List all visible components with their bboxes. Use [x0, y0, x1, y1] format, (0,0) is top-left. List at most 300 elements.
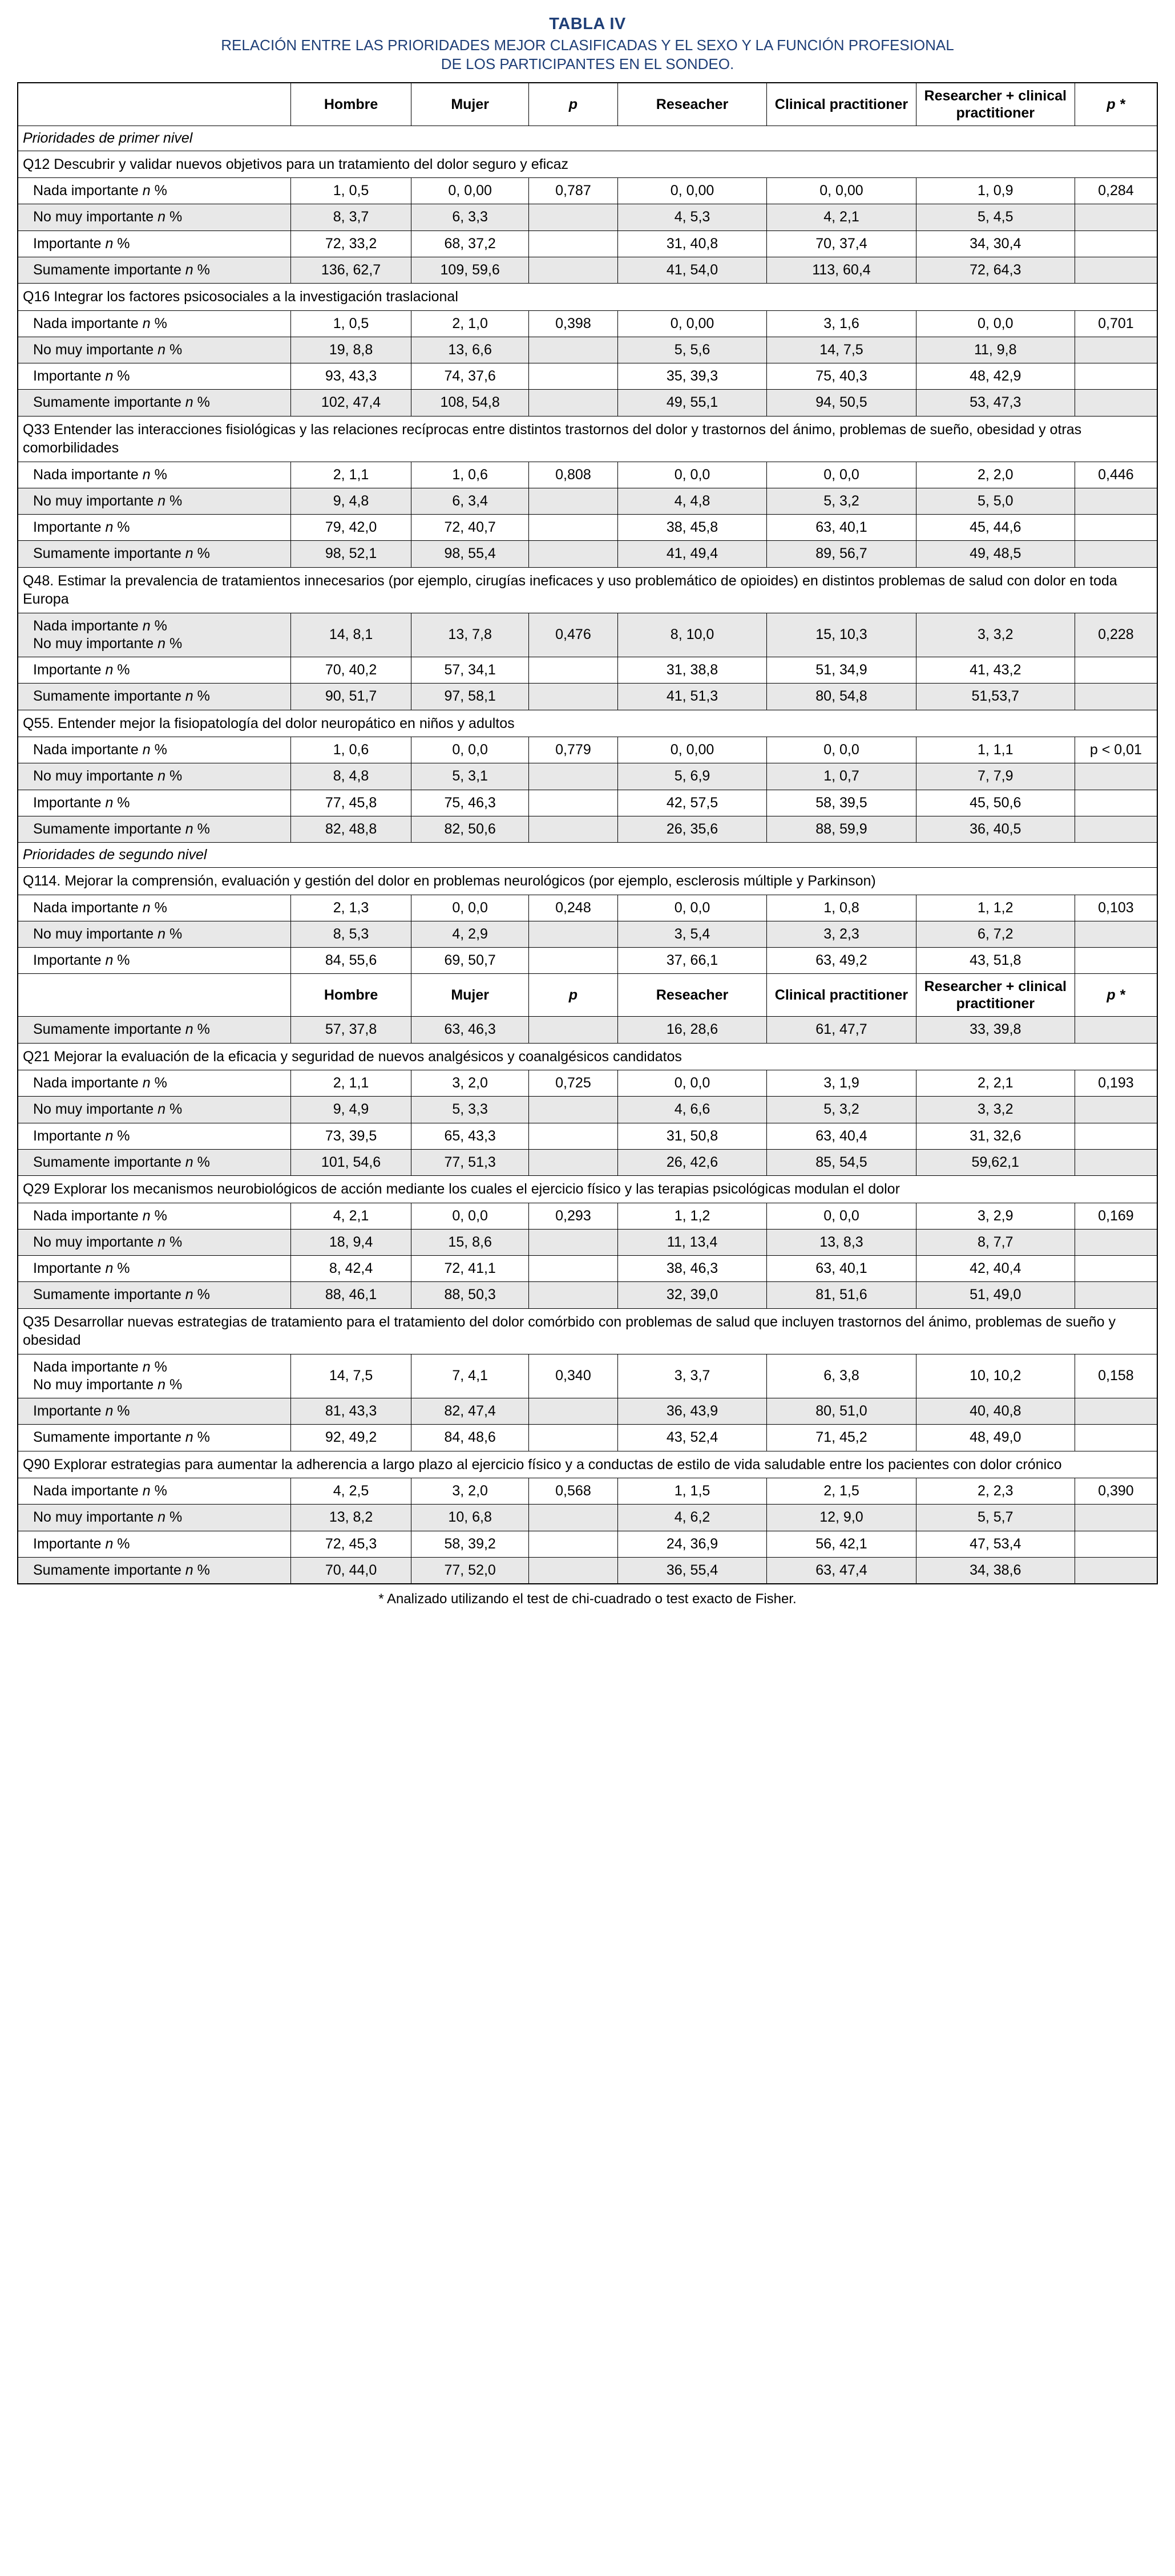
table-row	[18, 1505, 1157, 1531]
cell-2	[529, 515, 618, 541]
cell-1: 6, 3,4	[411, 488, 529, 514]
row-label: Importante n %	[18, 230, 290, 257]
row-label: No muy importante n %	[18, 204, 290, 230]
cell-1: 108, 54,8	[411, 390, 529, 416]
cell-6: 0,193	[1075, 1070, 1157, 1097]
cell-0: 79, 42,0	[290, 515, 411, 541]
cell-4: 15, 10,3	[767, 613, 916, 657]
question-text: Q12 Descubrir y validar nuevos objetivos para un tratamiento del dolor seguro y eficaz	[18, 151, 1157, 178]
cell-4: 5, 3,2	[767, 488, 916, 514]
cell-2: 0,293	[529, 1203, 618, 1229]
table-row	[18, 310, 1157, 337]
cell-5: 1, 0,9	[916, 178, 1075, 204]
table-row	[18, 1123, 1157, 1149]
cell-5: 5, 5,0	[916, 488, 1075, 514]
table-title-block	[17, 15, 1158, 74]
row-label: Sumamente importante n %	[18, 1425, 290, 1451]
cell-5: 33, 39,8	[916, 1017, 1075, 1043]
cell-4: 0, 0,00	[767, 178, 916, 204]
cell-2: 0,725	[529, 1070, 618, 1097]
cell-3: 11, 13,4	[617, 1229, 766, 1255]
cell-3: 36, 43,9	[617, 1398, 766, 1425]
row-label: No muy importante n %	[18, 488, 290, 514]
cell-1: 109, 59,6	[411, 257, 529, 283]
cell-5: 72, 64,3	[916, 257, 1075, 283]
cell-0: 102, 47,4	[290, 390, 411, 416]
cell-0: 8, 3,7	[290, 204, 411, 230]
cell-3: 5, 5,6	[617, 337, 766, 363]
cell-1: 0, 0,0	[411, 895, 529, 921]
cell-0: 14, 7,5	[290, 1354, 411, 1398]
cell-4: 1, 0,8	[767, 895, 916, 921]
column-header-2: Mujer	[411, 974, 529, 1017]
question-text: Q29 Explorar los mecanismos neurobiológicos de acción mediante los cuales el ejercicio físico y las terapias psicológicas modulan el dolor	[18, 1176, 1157, 1203]
cell-3: 3, 3,7	[617, 1354, 766, 1398]
cell-6	[1075, 948, 1157, 974]
question-text: Q16 Integrar los factores psicosociales a la investigación traslacional	[18, 284, 1157, 311]
cell-3: 31, 38,8	[617, 657, 766, 684]
table-header-row	[18, 974, 1157, 1017]
cell-5: 53, 47,3	[916, 390, 1075, 416]
cell-1: 3, 2,0	[411, 1070, 529, 1097]
cell-6	[1075, 230, 1157, 257]
cell-4: 71, 45,2	[767, 1425, 916, 1451]
column-header-7: p *	[1075, 974, 1157, 1017]
cell-5: 51,53,7	[916, 684, 1075, 710]
cell-2	[529, 763, 618, 790]
question-row	[18, 710, 1157, 737]
cell-2	[529, 1282, 618, 1308]
cell-3: 31, 50,8	[617, 1123, 766, 1149]
cell-4: 51, 34,9	[767, 657, 916, 684]
row-label: Nada importante n %	[18, 1478, 290, 1505]
cell-2	[529, 1531, 618, 1557]
cell-0: 8, 5,3	[290, 921, 411, 947]
cell-6	[1075, 1017, 1157, 1043]
cell-5: 8, 7,7	[916, 1229, 1075, 1255]
table-row	[18, 816, 1157, 842]
cell-4: 70, 37,4	[767, 230, 916, 257]
cell-5: 48, 49,0	[916, 1425, 1075, 1451]
cell-1: 72, 40,7	[411, 515, 529, 541]
cell-4: 0, 0,0	[767, 462, 916, 488]
cell-6: 0,284	[1075, 178, 1157, 204]
cell-1: 0, 0,0	[411, 1203, 529, 1229]
cell-0: 70, 44,0	[290, 1557, 411, 1584]
cell-0: 14, 8,1	[290, 613, 411, 657]
row-label: Sumamente importante n %	[18, 1557, 290, 1584]
cell-4: 0, 0,0	[767, 737, 916, 763]
cell-4: 80, 51,0	[767, 1398, 916, 1425]
cell-0: 2, 1,1	[290, 462, 411, 488]
question-text: Q21 Mejorar la evaluación de la eficacia y seguridad de nuevos analgésicos y coanalgésicos candidatos	[18, 1043, 1157, 1070]
cell-0: 9, 4,8	[290, 488, 411, 514]
question-text: Q114. Mejorar la comprensión, evaluación y gestión del dolor en problemas neurológicos (por ejemplo, esclerosis múltiple y Parkinson)	[18, 868, 1157, 895]
cell-0: 101, 54,6	[290, 1149, 411, 1175]
cell-5: 41, 43,2	[916, 657, 1075, 684]
cell-0: 82, 48,8	[290, 816, 411, 842]
cell-4: 85, 54,5	[767, 1149, 916, 1175]
cell-2	[529, 684, 618, 710]
table-row	[18, 1425, 1157, 1451]
cell-2	[529, 1017, 618, 1043]
column-header-7: p *	[1075, 83, 1157, 126]
cell-6	[1075, 1123, 1157, 1149]
table-row	[18, 1070, 1157, 1097]
cell-4: 63, 47,4	[767, 1557, 916, 1584]
cell-4: 3, 2,3	[767, 921, 916, 947]
cell-5: 5, 4,5	[916, 204, 1075, 230]
cell-2: 0,398	[529, 310, 618, 337]
cell-6	[1075, 1097, 1157, 1123]
table-row	[18, 515, 1157, 541]
cell-6	[1075, 1505, 1157, 1531]
cell-1: 65, 43,3	[411, 1123, 529, 1149]
row-label: No muy importante n %	[18, 337, 290, 363]
cell-4: 75, 40,3	[767, 363, 916, 390]
cell-6	[1075, 1425, 1157, 1451]
row-label: Importante n %	[18, 948, 290, 974]
cell-4: 2, 1,5	[767, 1478, 916, 1505]
question-row	[18, 1308, 1157, 1354]
cell-3: 41, 49,4	[617, 541, 766, 567]
cell-5: 43, 51,8	[916, 948, 1075, 974]
cell-0: 136, 62,7	[290, 257, 411, 283]
cell-5: 2, 2,1	[916, 1070, 1075, 1097]
cell-2	[529, 1229, 618, 1255]
cell-2	[529, 1505, 618, 1531]
cell-3: 4, 4,8	[617, 488, 766, 514]
column-header-4: Reseacher	[617, 974, 766, 1017]
table-row	[18, 1017, 1157, 1043]
cell-4: 12, 9,0	[767, 1505, 916, 1531]
row-label: Nada importante n % No muy importante n %	[18, 613, 290, 657]
cell-1: 15, 8,6	[411, 1229, 529, 1255]
cell-0: 77, 45,8	[290, 790, 411, 816]
cell-0: 8, 42,4	[290, 1256, 411, 1282]
table-row	[18, 921, 1157, 947]
cell-3: 38, 46,3	[617, 1256, 766, 1282]
cell-4: 0, 0,0	[767, 1203, 916, 1229]
question-row	[18, 1176, 1157, 1203]
cell-4: 13, 8,3	[767, 1229, 916, 1255]
cell-3: 26, 42,6	[617, 1149, 766, 1175]
cell-0: 4, 2,5	[290, 1478, 411, 1505]
cell-1: 4, 2,9	[411, 921, 529, 947]
cell-6	[1075, 1149, 1157, 1175]
row-label: No muy importante n %	[18, 1505, 290, 1531]
column-header-3: p	[529, 83, 618, 126]
cell-4: 56, 42,1	[767, 1531, 916, 1557]
row-label: No muy importante n %	[18, 1097, 290, 1123]
cell-3: 24, 36,9	[617, 1531, 766, 1557]
table-row	[18, 895, 1157, 921]
table-row	[18, 1229, 1157, 1255]
column-header-3: p	[529, 974, 618, 1017]
cell-6: p < 0,01	[1075, 737, 1157, 763]
cell-0: 8, 4,8	[290, 763, 411, 790]
cell-3: 4, 5,3	[617, 204, 766, 230]
cell-6	[1075, 337, 1157, 363]
cell-0: 9, 4,9	[290, 1097, 411, 1123]
table-row	[18, 1203, 1157, 1229]
cell-1: 69, 50,7	[411, 948, 529, 974]
cell-4: 89, 56,7	[767, 541, 916, 567]
cell-1: 5, 3,3	[411, 1097, 529, 1123]
table-row	[18, 1149, 1157, 1175]
cell-6: 0,446	[1075, 462, 1157, 488]
row-label: Importante n %	[18, 363, 290, 390]
cell-2: 0,779	[529, 737, 618, 763]
row-label: Nada importante n %	[18, 178, 290, 204]
cell-6	[1075, 657, 1157, 684]
cell-1: 75, 46,3	[411, 790, 529, 816]
cell-2	[529, 1398, 618, 1425]
cell-2	[529, 230, 618, 257]
cell-6	[1075, 1531, 1157, 1557]
cell-1: 58, 39,2	[411, 1531, 529, 1557]
cell-6	[1075, 1256, 1157, 1282]
cell-4: 14, 7,5	[767, 337, 916, 363]
cell-6: 0,701	[1075, 310, 1157, 337]
results-table	[17, 82, 1158, 1585]
cell-0: 19, 8,8	[290, 337, 411, 363]
cell-1: 10, 6,8	[411, 1505, 529, 1531]
cell-6: 0,103	[1075, 895, 1157, 921]
question-text: Q33 Entender las interacciones fisiológicas y las relaciones recíprocas entre distintos trastornos del dolor y trastornos del ánimo, problemas de sueño, obesidad y otras comorbilidades	[18, 416, 1157, 462]
cell-3: 0, 0,00	[617, 737, 766, 763]
cell-2	[529, 488, 618, 514]
cell-3: 41, 51,3	[617, 684, 766, 710]
cell-2	[529, 363, 618, 390]
cell-1: 74, 37,6	[411, 363, 529, 390]
cell-0: 93, 43,3	[290, 363, 411, 390]
cell-1: 63, 46,3	[411, 1017, 529, 1043]
cell-1: 98, 55,4	[411, 541, 529, 567]
cell-0: 4, 2,1	[290, 1203, 411, 1229]
table-row	[18, 337, 1157, 363]
table-row	[18, 1398, 1157, 1425]
cell-2	[529, 204, 618, 230]
cell-0: 1, 0,6	[290, 737, 411, 763]
cell-3: 35, 39,3	[617, 363, 766, 390]
cell-5: 49, 48,5	[916, 541, 1075, 567]
column-header-5: Clinical practitioner	[767, 83, 916, 126]
cell-6	[1075, 763, 1157, 790]
question-row	[18, 1451, 1157, 1478]
table-caption-line-2: DE LOS PARTICIPANTES EN EL SONDEO.	[441, 55, 734, 73]
cell-3: 36, 55,4	[617, 1557, 766, 1584]
table-row	[18, 657, 1157, 684]
cell-6	[1075, 257, 1157, 283]
cell-5: 51, 49,0	[916, 1282, 1075, 1308]
row-label: Sumamente importante n %	[18, 1149, 290, 1175]
table-row	[18, 1256, 1157, 1282]
table-header-row	[18, 83, 1157, 126]
cell-3: 37, 66,1	[617, 948, 766, 974]
cell-2	[529, 816, 618, 842]
cell-6	[1075, 1398, 1157, 1425]
row-label: Nada importante n %	[18, 462, 290, 488]
section-label: Prioridades de primer nivel	[18, 126, 1157, 151]
cell-1: 77, 52,0	[411, 1557, 529, 1584]
cell-3: 26, 35,6	[617, 816, 766, 842]
column-header-0	[18, 974, 290, 1017]
question-text: Q48. Estimar la prevalencia de tratamientos innecesarios (por ejemplo, cirugías ineficaces y uso problemático de opioides) en distintos problemas de salud con dolor en toda Europa	[18, 567, 1157, 613]
section-label: Prioridades de segundo nivel	[18, 843, 1157, 868]
cell-3: 4, 6,6	[617, 1097, 766, 1123]
cell-4: 63, 40,4	[767, 1123, 916, 1149]
cell-1: 97, 58,1	[411, 684, 529, 710]
cell-2	[529, 1149, 618, 1175]
row-label: Importante n %	[18, 1123, 290, 1149]
row-label: Importante n %	[18, 790, 290, 816]
cell-0: 1, 0,5	[290, 310, 411, 337]
table-row	[18, 204, 1157, 230]
row-label: Nada importante n %	[18, 895, 290, 921]
column-header-2: Mujer	[411, 83, 529, 126]
cell-1: 57, 34,1	[411, 657, 529, 684]
cell-5: 3, 3,2	[916, 613, 1075, 657]
cell-0: 13, 8,2	[290, 1505, 411, 1531]
cell-6	[1075, 816, 1157, 842]
cell-0: 1, 0,5	[290, 178, 411, 204]
table-footnote: * Analizado utilizando el test de chi-cuadrado o test exacto de Fisher.	[378, 1591, 797, 1607]
cell-6	[1075, 684, 1157, 710]
cell-5: 0, 0,0	[916, 310, 1075, 337]
cell-5: 40, 40,8	[916, 1398, 1075, 1425]
cell-5: 6, 7,2	[916, 921, 1075, 947]
row-label: Sumamente importante n %	[18, 684, 290, 710]
table-row	[18, 363, 1157, 390]
cell-3: 31, 40,8	[617, 230, 766, 257]
cell-4: 1, 0,7	[767, 763, 916, 790]
cell-4: 113, 60,4	[767, 257, 916, 283]
cell-4: 63, 49,2	[767, 948, 916, 974]
cell-6	[1075, 541, 1157, 567]
cell-6	[1075, 488, 1157, 514]
cell-6	[1075, 390, 1157, 416]
cell-2	[529, 541, 618, 567]
cell-3: 1, 1,2	[617, 1203, 766, 1229]
table-number: TABLA IV	[549, 15, 626, 33]
table-row	[18, 1557, 1157, 1584]
cell-5: 2, 2,3	[916, 1478, 1075, 1505]
cell-3: 38, 45,8	[617, 515, 766, 541]
cell-4: 6, 3,8	[767, 1354, 916, 1398]
column-header-1: Hombre	[290, 974, 411, 1017]
table-row	[18, 230, 1157, 257]
cell-5: 47, 53,4	[916, 1531, 1075, 1557]
cell-2	[529, 257, 618, 283]
cell-3: 4, 6,2	[617, 1505, 766, 1531]
cell-4: 63, 40,1	[767, 1256, 916, 1282]
table-row	[18, 790, 1157, 816]
row-label: Sumamente importante n %	[18, 390, 290, 416]
cell-4: 5, 3,2	[767, 1097, 916, 1123]
cell-5: 1, 1,2	[916, 895, 1075, 921]
question-row	[18, 416, 1157, 462]
cell-3: 16, 28,6	[617, 1017, 766, 1043]
row-label: Nada importante n %	[18, 310, 290, 337]
cell-6	[1075, 1229, 1157, 1255]
table-row	[18, 462, 1157, 488]
cell-2	[529, 390, 618, 416]
cell-1: 6, 3,3	[411, 204, 529, 230]
row-label: Sumamente importante n %	[18, 541, 290, 567]
cell-4: 94, 50,5	[767, 390, 916, 416]
question-text: Q55. Entender mejor la fisiopatología del dolor neuropático en niños y adultos	[18, 710, 1157, 737]
table-row	[18, 1478, 1157, 1505]
cell-1: 84, 48,6	[411, 1425, 529, 1451]
cell-5: 10, 10,2	[916, 1354, 1075, 1398]
cell-6: 0,228	[1075, 613, 1157, 657]
table-row	[18, 1097, 1157, 1123]
row-label: Importante n %	[18, 1256, 290, 1282]
cell-5: 3, 3,2	[916, 1097, 1075, 1123]
cell-0: 72, 33,2	[290, 230, 411, 257]
cell-0: 57, 37,8	[290, 1017, 411, 1043]
cell-4: 3, 1,9	[767, 1070, 916, 1097]
table-row	[18, 1354, 1157, 1398]
cell-2	[529, 948, 618, 974]
cell-3: 0, 0,0	[617, 462, 766, 488]
row-label: Importante n %	[18, 1398, 290, 1425]
section-row	[18, 126, 1157, 151]
question-row	[18, 567, 1157, 613]
row-label: Nada importante n % No muy importante n %	[18, 1354, 290, 1398]
cell-3: 8, 10,0	[617, 613, 766, 657]
cell-0: 70, 40,2	[290, 657, 411, 684]
question-text: Q35 Desarrollar nuevas estrategias de tratamiento para el tratamiento del dolor comórbido con problemas de salud que incluyen trastornos del ánimo, problemas de sueño y obesidad	[18, 1308, 1157, 1354]
cell-5: 59,62,1	[916, 1149, 1075, 1175]
table-row	[18, 488, 1157, 514]
table-row	[18, 1282, 1157, 1308]
cell-3: 0, 0,00	[617, 178, 766, 204]
cell-0: 18, 9,4	[290, 1229, 411, 1255]
cell-3: 42, 57,5	[617, 790, 766, 816]
cell-0: 73, 39,5	[290, 1123, 411, 1149]
cell-6	[1075, 921, 1157, 947]
cell-6	[1075, 790, 1157, 816]
cell-6	[1075, 1282, 1157, 1308]
cell-3: 49, 55,1	[617, 390, 766, 416]
column-header-6: Researcher + clinical practitioner	[916, 83, 1075, 126]
cell-2: 0,808	[529, 462, 618, 488]
cell-2	[529, 1425, 618, 1451]
cell-3: 0, 0,00	[617, 310, 766, 337]
question-text: Q90 Explorar estrategias para aumentar la adherencia a largo plazo al ejercicio físico y a conductas de estilo de vida saludable entre los pacientes con dolor crónico	[18, 1451, 1157, 1478]
cell-5: 5, 5,7	[916, 1505, 1075, 1531]
cell-4: 80, 54,8	[767, 684, 916, 710]
row-label: Importante n %	[18, 515, 290, 541]
cell-2: 0,340	[529, 1354, 618, 1398]
cell-4: 61, 47,7	[767, 1017, 916, 1043]
cell-4: 3, 1,6	[767, 310, 916, 337]
cell-2: 0,787	[529, 178, 618, 204]
cell-3: 0, 0,0	[617, 1070, 766, 1097]
cell-2: 0,476	[529, 613, 618, 657]
cell-2	[529, 921, 618, 947]
cell-5: 31, 32,6	[916, 1123, 1075, 1149]
cell-4: 88, 59,9	[767, 816, 916, 842]
table-row	[18, 613, 1157, 657]
cell-2	[529, 1557, 618, 1584]
cell-2: 0,248	[529, 895, 618, 921]
table-caption-line-1: RELACIÓN ENTRE LAS PRIORIDADES MEJOR CLASIFICADAS Y EL SEXO Y LA FUNCIÓN PROFESIONAL	[221, 37, 954, 54]
column-header-0	[18, 83, 290, 126]
cell-1: 5, 3,1	[411, 763, 529, 790]
